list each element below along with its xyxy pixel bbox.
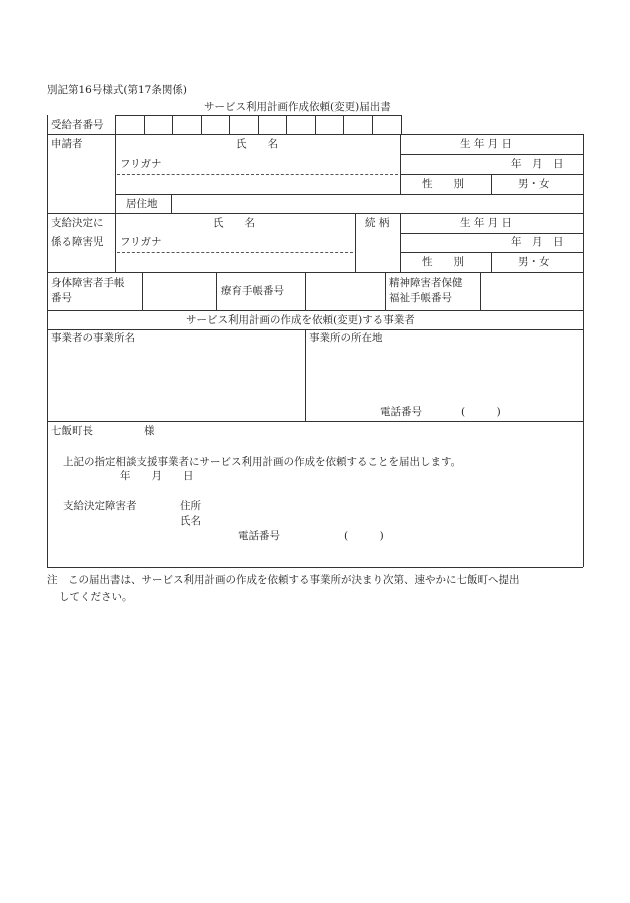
furigana-separator — [117, 174, 398, 175]
child-furigana-label: フリガナ — [120, 236, 162, 248]
digit-box — [144, 115, 145, 134]
note-line-1: 注 この届出書は、サービス利用計画の作成を依頼する事業所が決まり次第、速やかに七飯町へ提出 — [47, 574, 520, 586]
child-dob-header: 生 年 月 日 — [460, 217, 513, 229]
note-line-2: してください。 — [59, 591, 133, 603]
border — [47, 115, 48, 134]
border — [385, 272, 386, 310]
declaration-statement: 上記の指定相談支援事業者にサービス利用計画の作成を依頼することを届出します。 — [63, 456, 462, 468]
mental-handbook-label-1: 精神障害者保健 — [389, 277, 463, 289]
applicant-gender-value: 男・女 — [518, 178, 550, 190]
mental-handbook-label-2: 福祉手帳番号 — [389, 292, 452, 304]
border — [171, 194, 172, 213]
furigana-separator — [117, 252, 353, 253]
border — [305, 329, 306, 421]
border — [583, 134, 584, 567]
applicant-address-label: 居住地 — [126, 198, 158, 210]
child-name-header: 氏 名 — [213, 217, 255, 229]
provider-section-title: サービス利用計画の作成を依頼(変更)する事業者 — [186, 314, 415, 326]
applicant-furigana-label: フリガナ — [120, 158, 162, 170]
declaration-date: 年 月 日 — [120, 470, 194, 482]
applicant-name-header: 氏 名 — [236, 138, 278, 150]
digit-box — [315, 115, 316, 134]
digit-box — [372, 115, 373, 134]
ryoiku-handbook-label: 療育手帳番号 — [221, 285, 284, 297]
applicant-dob-value: 年 月 日 — [511, 158, 564, 170]
border — [47, 310, 583, 311]
declarant-name-label: 氏名 — [180, 515, 201, 527]
border — [400, 213, 401, 272]
office-phone-paren: ( ) — [461, 406, 501, 418]
form-title: サービス利用計画作成依頼(変更)届出書 — [204, 101, 391, 113]
border — [400, 154, 583, 155]
office-address-label: 事業所の所在地 — [309, 332, 383, 344]
recipient-number-label: 受給者番号 — [51, 119, 104, 131]
declarant-phone-label: 電話番号 — [238, 530, 280, 542]
applicant-name-field[interactable] — [117, 176, 398, 192]
border — [47, 421, 583, 422]
applicant-dob-header: 生 年 月 日 — [460, 138, 513, 150]
form-number: 別記第16号様式(第17条関係) — [47, 84, 187, 96]
decision-person-label: 支給決定障害者 — [63, 500, 137, 512]
physical-handbook-label-1: 身体障害者手帳 — [51, 277, 125, 289]
child-gender-value: 男・女 — [518, 256, 550, 268]
border — [115, 134, 116, 213]
border — [47, 272, 583, 273]
digit-box — [172, 115, 173, 134]
applicant-address-field[interactable] — [173, 195, 581, 212]
digit-box — [201, 115, 202, 134]
border — [400, 134, 401, 194]
office-phone-label: 電話番号 — [380, 406, 422, 418]
child-relation-header: 続 柄 — [365, 217, 390, 229]
child-gender-label: 性 別 — [422, 256, 464, 268]
border — [480, 272, 481, 310]
border — [491, 252, 492, 272]
office-name-label: 事業者の事業所名 — [51, 332, 135, 344]
border — [47, 115, 48, 567]
border — [216, 272, 217, 310]
digit-box — [258, 115, 259, 134]
border — [47, 567, 583, 568]
border — [355, 213, 356, 272]
honorific: 様 — [144, 425, 155, 437]
border — [305, 272, 306, 310]
border — [400, 233, 583, 234]
digit-box — [401, 115, 402, 134]
border — [491, 174, 492, 194]
digit-box — [115, 115, 116, 134]
addressee: 七飯町長 — [51, 425, 93, 437]
applicant-label: 申請者 — [51, 138, 83, 150]
border — [142, 272, 143, 310]
declarant-phone-paren: ( ) — [344, 530, 384, 542]
digit-box — [286, 115, 287, 134]
border — [47, 134, 583, 135]
declarant-address-label: 住所 — [180, 500, 201, 512]
physical-handbook-label-2: 番号 — [51, 292, 72, 304]
border — [115, 213, 116, 272]
child-label-line1: 支給決定に — [51, 217, 104, 229]
child-label-line2: 係る障害児 — [51, 236, 104, 248]
child-dob-value: 年 月 日 — [511, 236, 564, 248]
border — [47, 213, 583, 214]
digit-box — [229, 115, 230, 134]
digit-box — [343, 115, 344, 134]
border — [47, 329, 583, 330]
applicant-gender-label: 性 別 — [422, 178, 464, 190]
